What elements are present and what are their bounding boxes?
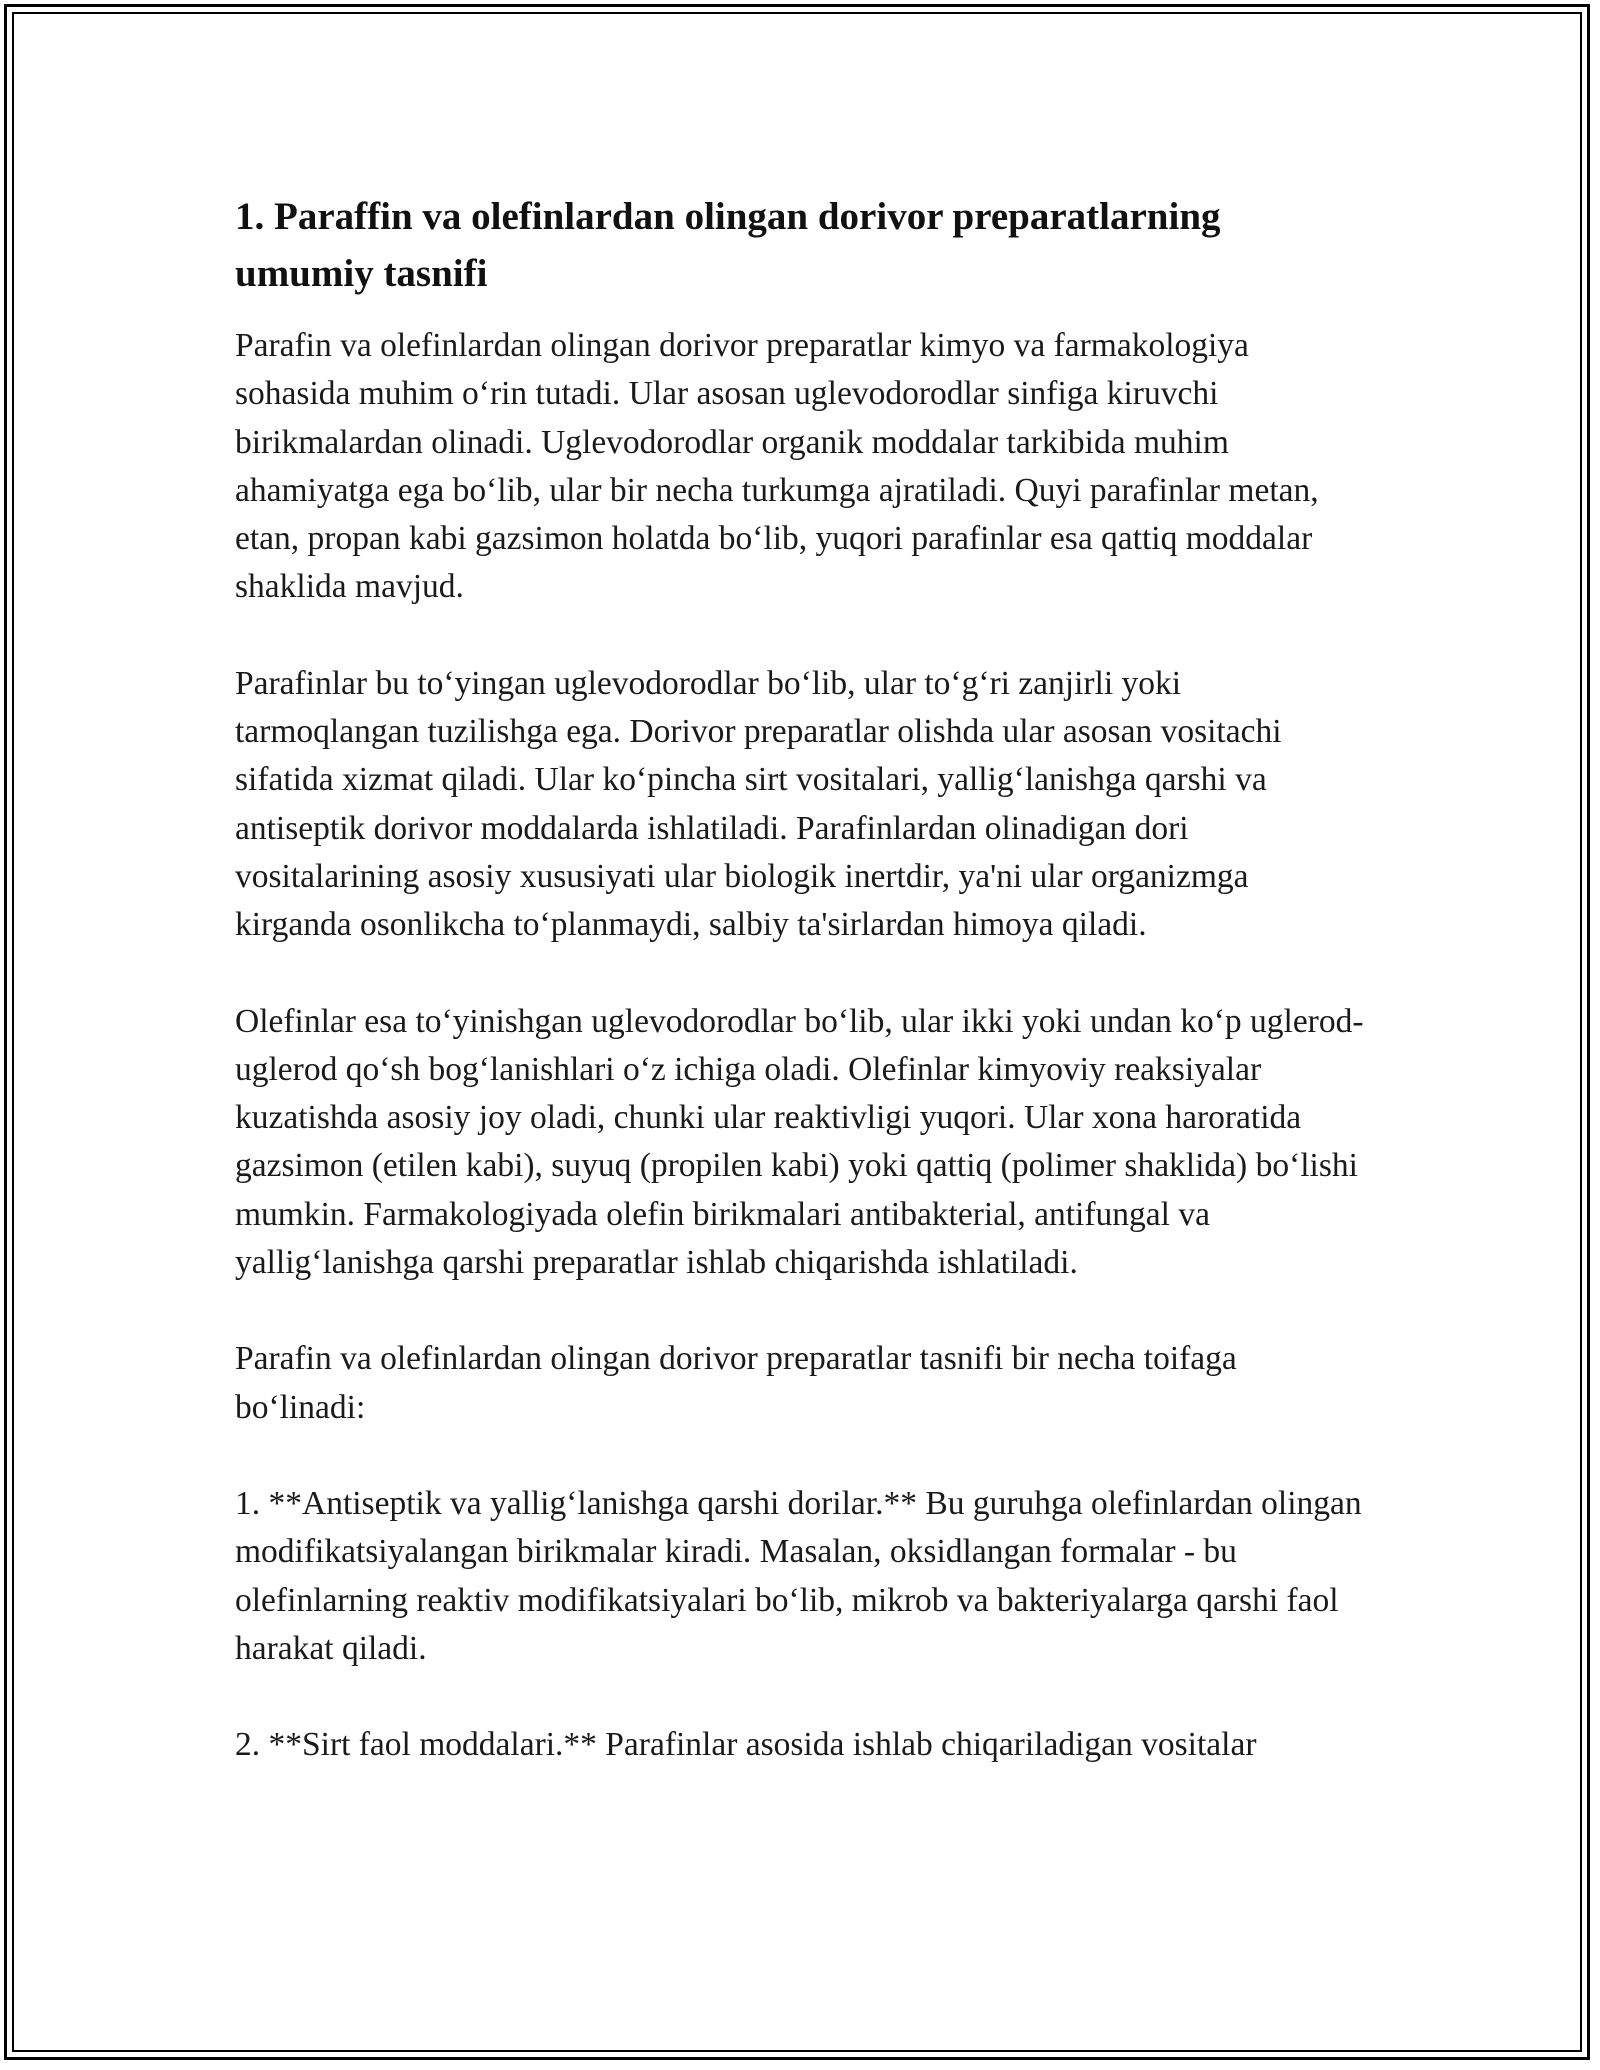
list-item-surfactants: 2. **Sirt faol moddalari.** Parafinlar asosida ishlab chiqariladigan vositalar [235,1726,1257,1764]
paragraph-olefins: Olefinlar esa to‘yinishgan uglevodorodlar bo‘lib, ular ikki yoki undan ko‘p uglerod-uglerod qo‘sh bog‘lanishlari o‘z ichiga oladi. Olefinlar kimyoviy reaksiyalar kuzatishda asosiy joy oladi, chunki ular reaktivligi yuqori. Ular xona haroratida gazsimon (etilen kabi), suyuq (propilen kabi) yoki qattiq (polimer shaklida) bo‘lishi mumkin. Farmakologiyada olefin birikmalari antibakterial, antifungal va yallig‘lanishga qarshi preparatlar ishlab chiqarishda ishlatiladi. [235,1002,1364,1282]
paragraph-intro: Parafin va olefinlardan olingan dorivor preparatlar kimyo va farmakologiya sohasida muhim o‘rin tutadi. Ular asosan uglevodorodlar sinfiga kiruvchi birikmalardan olinadi. Uglevodorodlar organik moddalar tarkibida muhim ahamiyatga ega bo‘lib, ular bir necha turkumga ajratiladi. Quyi parafinlar metan, etan, propan kabi gazsimon holatda bo‘lib, yuqori parafinlar esa qattiq moddalar shaklida mavjud. [235,327,1319,606]
paragraph-paraffins: Parafinlar bu to‘yingan uglevodorodlar bo‘lib, ular to‘g‘ri zanjirli yoki tarmoqlangan tuzilishga ega. Dorivor preparatlar olishda ular asosan vositachi sifatida xizmat qiladi. Ular ko‘pincha sirt vositalari, yallig‘lanishga qarshi va antiseptik dorivor moddalarda ishlatiladi. Parafinlardan olinadigan dori vositalarining asosiy xususiyati ular biologik inertdir, ya'ni ular organizmga kirganda osonlikcha to‘planmaydi, salbiy ta'sirlardan himoya qiladi. [235,664,1282,944]
document-title: 1. Paraffin va olefinlardan olingan dorivor preparatlarning umumiy tasnifi [235,195,1221,295]
paragraph-classification-intro: Parafin va olefinlardan olingan dorivor preparatlar tasnifi bir necha toifaga bo‘linadi: [235,1340,1237,1426]
document-body [235,188,1365,1817]
list-item-antiseptic: 1. **Antiseptik va yallig‘lanishga qarshi dorilar.** Bu guruhga olefinlardan olingan modifikatsiyalangan birikmalar kiradi. Masalan, oksidlangan formalar - bu olefinlarning reaktiv modifikatsiyalari bo‘lib, mikrob va bakteriyalarga qarshi faol harakat qiladi. [235,1484,1362,1667]
